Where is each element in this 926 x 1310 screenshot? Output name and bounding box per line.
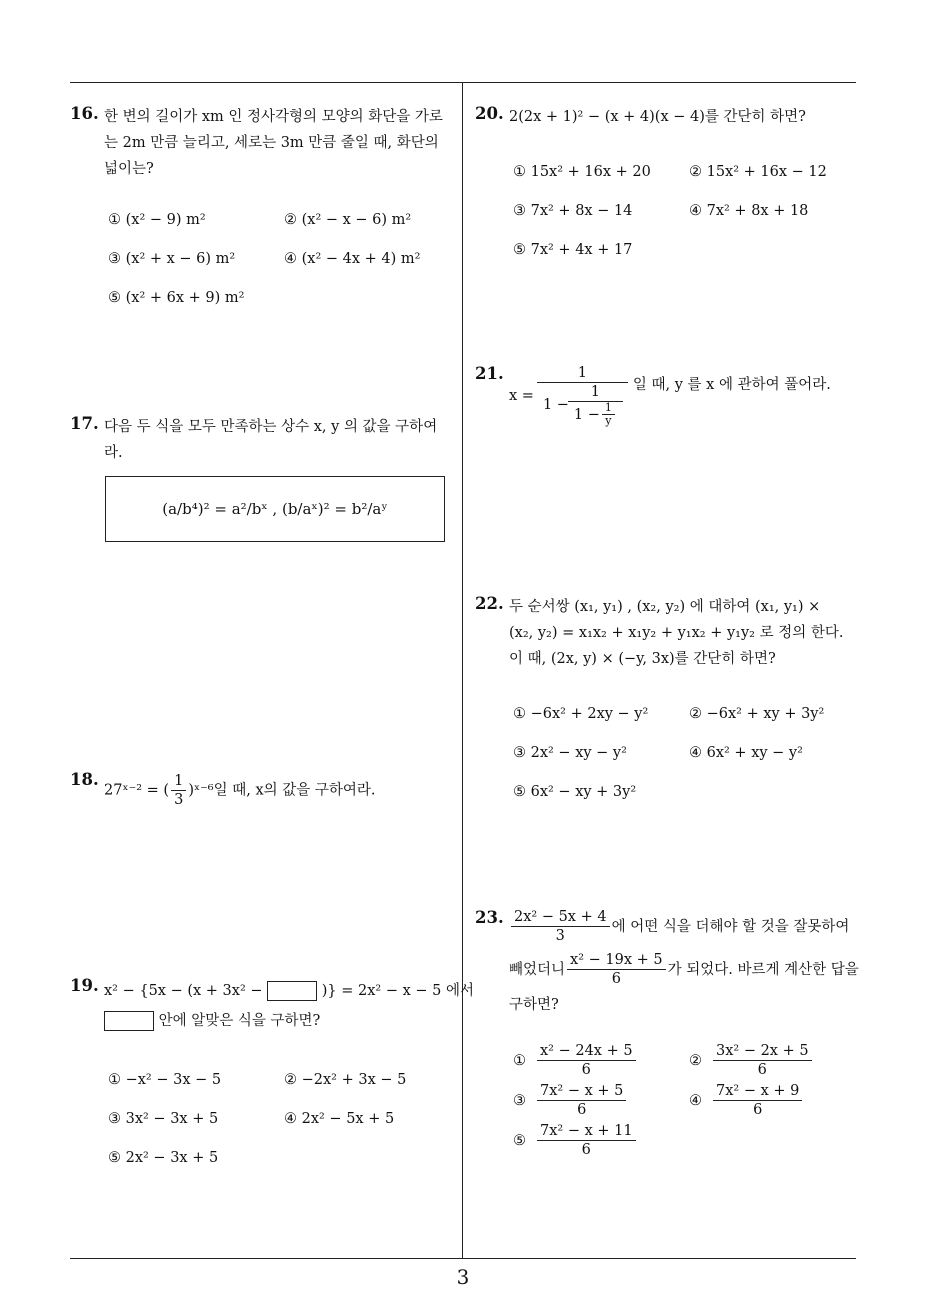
- fraction-2: [567, 951, 666, 988]
- numerator: 3x² − 2x + 5: [713, 1042, 812, 1061]
- text-line: 이 때, (2x, y) × (−y, 3x)를 간단히 하면?: [509, 651, 776, 667]
- fraction: [171, 772, 186, 809]
- numerator: 7x² − x + 9: [713, 1082, 802, 1101]
- equation-prefix: x² − {5x − (x + 3x² −: [104, 983, 263, 999]
- numerator: 1: [537, 364, 628, 383]
- choice-5[interactable]: ⑤ 2x² − 3x + 5: [108, 1150, 219, 1166]
- problem-16: [70, 104, 458, 324]
- choice-5[interactable]: ⑤ 6x² − xy + 3y²: [513, 784, 637, 800]
- denominator: 6: [581, 1142, 591, 1158]
- problem-text: [509, 364, 831, 427]
- problem-text: [509, 594, 843, 672]
- choice-mark: ④: [689, 1092, 702, 1109]
- bottom-rule: [70, 1258, 856, 1259]
- choice-4[interactable]: ④ 2x² − 5x + 5: [284, 1111, 395, 1127]
- numerator: 1: [171, 772, 186, 791]
- problem-17: [70, 414, 458, 474]
- choice-1[interactable]: ① 15x² + 16x + 20: [513, 164, 651, 180]
- choice-2[interactable]: ② −2x² + 3x − 5: [284, 1072, 407, 1088]
- denominator: 6: [611, 971, 621, 987]
- text-line: [104, 976, 474, 1006]
- inner-fraction: [571, 383, 620, 427]
- expression-suffix: )ˣ⁻⁶일 때, x의 값을 구하여라.: [188, 782, 376, 799]
- numerator: 7x² − x + 11: [537, 1122, 636, 1141]
- problem-21: [475, 364, 860, 434]
- blank-box: [267, 981, 317, 1001]
- choice-3[interactable]: ③ 7x² + 8x − 14: [513, 203, 633, 219]
- numerator: 7x² − x + 5: [537, 1082, 626, 1101]
- choice-4[interactable]: [689, 1082, 804, 1119]
- innermost-fraction: [602, 402, 615, 427]
- problem-23: [475, 908, 860, 1168]
- condition-box: [105, 476, 445, 542]
- text-line: 한 변의 길이가 xm 인 정사각형의 모양의 화단을 가로: [104, 109, 443, 125]
- denominator: 3: [555, 928, 565, 944]
- condition-equations: (a/b⁴)² = a²/bˣ , (b/aˣ)² = b²/aʸ: [162, 500, 388, 518]
- numerator: x² − 19x + 5: [567, 951, 666, 970]
- text-line: 다음 두 식을 모두 만족하는 상수 x, y 의 값을 구하여: [104, 419, 438, 435]
- text-line: [104, 1006, 474, 1036]
- choice-1[interactable]: [513, 1042, 638, 1079]
- inner-numerator: 1: [568, 383, 623, 402]
- problem-number: 23.: [475, 908, 504, 927]
- problem-22: [475, 594, 860, 814]
- choice-fraction: [537, 1042, 636, 1079]
- choice-1[interactable]: ① (x² − 9) m²: [108, 212, 206, 228]
- problem-number: 22.: [475, 594, 504, 613]
- problem-number: 18.: [70, 770, 99, 789]
- problem-text: [104, 414, 437, 466]
- choice-mark: ③: [513, 1092, 526, 1109]
- continued-fraction: [540, 364, 625, 427]
- problem-number: 17.: [70, 414, 99, 433]
- choice-4[interactable]: ④ (x² − 4x + 4) m²: [284, 251, 421, 267]
- expression-prefix: 27ˣ⁻² = (: [104, 782, 170, 799]
- column-divider: [462, 82, 463, 1258]
- problem-text: [509, 908, 859, 1014]
- denominator: 3: [174, 792, 184, 808]
- text-part: 에 어떤 식을 더해야 할 것을 잘못하여: [611, 918, 850, 935]
- problem-18: [70, 770, 458, 814]
- innermost-denominator: y: [605, 414, 612, 427]
- question-text: 안에 알맞은 식을 구하면?: [158, 1013, 321, 1029]
- denominator: 6: [757, 1062, 767, 1078]
- text-line: 두 순서쌍 (x₁, y₁) , (x₂, y₂) 에 대하여 (x₁, y₁) ×: [509, 599, 821, 615]
- top-rule: [70, 82, 856, 83]
- choice-2[interactable]: ② (x² − x − 6) m²: [284, 212, 412, 228]
- choice-mark: ⑤: [513, 1132, 526, 1149]
- problem-number: 16.: [70, 104, 99, 123]
- choice-mark: ②: [689, 1052, 702, 1069]
- problem-number: 21.: [475, 364, 504, 383]
- choice-5[interactable]: ⑤ (x² + 6x + 9) m²: [108, 290, 245, 306]
- text-line: 넓이는?: [104, 161, 154, 177]
- page-number: 3: [456, 1265, 470, 1289]
- choice-fraction: [713, 1082, 802, 1119]
- text-line: [509, 908, 859, 945]
- choice-5[interactable]: [513, 1122, 638, 1159]
- blank-box: [104, 1011, 154, 1031]
- choice-1[interactable]: ① −x² − 3x − 5: [108, 1072, 222, 1088]
- problem-text: 2(2x + 1)² − (x + 4)(x − 4)를 간단히 하면?: [509, 109, 806, 125]
- inner-prefix: 1 −: [573, 406, 600, 423]
- problem-text: [104, 976, 474, 1036]
- choice-3[interactable]: [513, 1082, 628, 1119]
- fraction-1: [511, 908, 610, 945]
- choice-1[interactable]: ① −6x² + 2xy − y²: [513, 706, 649, 722]
- text-line: 는 2m 만큼 늘리고, 세로는 3m 만큼 줄일 때, 화단의: [104, 135, 439, 151]
- denominator: 6: [753, 1102, 763, 1118]
- choice-2[interactable]: ② 15x² + 16x − 12: [689, 164, 827, 180]
- text-line: [509, 951, 859, 988]
- problem-text: [104, 772, 376, 809]
- inner-denominator: [571, 402, 620, 427]
- problem-number: 20.: [475, 104, 504, 123]
- choice-fraction: [713, 1042, 812, 1079]
- choice-fraction: [537, 1122, 636, 1159]
- numerator: 2x² − 5x + 4: [511, 908, 610, 927]
- question-text: 일 때, y 를 x 에 관하여 풀어라.: [632, 376, 831, 393]
- equation-suffix: )} = 2x² − x − 5 에서: [321, 983, 474, 999]
- denominator: 6: [581, 1062, 591, 1078]
- numerator: x² − 24x + 5: [537, 1042, 636, 1061]
- choice-4[interactable]: ④ 6x² + xy − y²: [689, 745, 803, 761]
- choice-fraction: [537, 1082, 626, 1119]
- innermost-numerator: 1: [602, 402, 615, 415]
- denominator: 6: [577, 1102, 587, 1118]
- lhs: x =: [509, 387, 534, 404]
- text-part: 가 되었다. 바르게 계산한 답을: [667, 961, 859, 978]
- problem-text: [104, 104, 443, 182]
- choice-5[interactable]: ⑤ 7x² + 4x + 17: [513, 242, 633, 258]
- denominator: [540, 383, 625, 427]
- choice-2[interactable]: [689, 1042, 814, 1079]
- choice-4[interactable]: ④ 7x² + 8x + 18: [689, 203, 809, 219]
- denominator-prefix: 1 −: [542, 397, 569, 413]
- choice-mark: ①: [513, 1052, 526, 1069]
- problem-20: [475, 104, 860, 274]
- problem-number: 19.: [70, 976, 99, 995]
- text-line: (x₂, y₂) = x₁x₂ + x₁y₂ + y₁x₂ + y₁y₂ 로 정의 한다.: [509, 625, 844, 641]
- choice-2[interactable]: ② −6x² + xy + 3y²: [689, 706, 825, 722]
- problem-19: [70, 976, 474, 1176]
- choice-3[interactable]: ③ (x² + x − 6) m²: [108, 251, 236, 267]
- text-line: 라.: [104, 445, 123, 461]
- choice-3[interactable]: ③ 2x² − xy − y²: [513, 745, 627, 761]
- text-line: 구하면?: [509, 997, 559, 1013]
- choice-3[interactable]: ③ 3x² − 3x + 5: [108, 1111, 219, 1127]
- text-part: 빼었더니: [509, 961, 566, 978]
